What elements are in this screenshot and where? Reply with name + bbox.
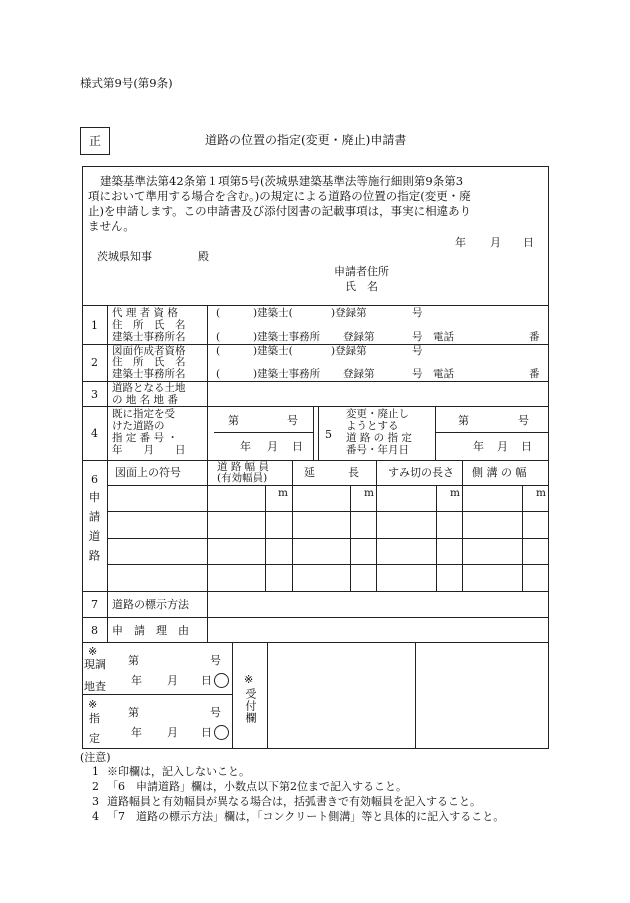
designate-dai: 第: [128, 706, 139, 719]
row4-number: 4: [91, 427, 98, 440]
row4-label-2: けた道路の: [112, 420, 165, 432]
survey-month: 月: [167, 674, 178, 687]
col-effective-width: (有効幅員): [217, 472, 268, 484]
row4-dai: 第: [228, 414, 239, 427]
copy-mark: 正: [89, 134, 102, 148]
note-text: 道路幅員と有効幅員が異なる場合は，括弧書きで有効幅員を記入すること。: [107, 795, 481, 808]
row1-registration: )登録第: [331, 307, 367, 319]
note-number: 2: [92, 780, 99, 793]
note-text: 「6 申請道路」欄は，小数点以下第2位まで記入すること。: [107, 780, 407, 793]
col-gutter: 側 溝 の 幅: [472, 466, 527, 479]
row1-label-2: 住 所 氏 名: [112, 319, 186, 331]
row5-label-2: ようとする: [346, 420, 399, 432]
row7-label: 道路の標示方法: [112, 598, 189, 611]
designate-kome: ※: [88, 698, 98, 711]
note-number: 3: [92, 795, 99, 808]
row8-label: 申 請 理 由: [112, 624, 189, 637]
row6-number: 6: [91, 473, 98, 486]
row2-architect: )建築士(: [253, 345, 293, 357]
designate-seal-icon: [214, 725, 229, 740]
col-road-width: 道 路 幅 員: [217, 461, 270, 473]
receipt-kome: ※: [244, 673, 254, 686]
row2-office-reg: 登録第: [343, 368, 375, 380]
row5-go: 号: [518, 414, 529, 427]
date-year: 年: [455, 236, 466, 249]
col-length: 延 長: [304, 466, 359, 479]
row1-office: )建築士事務所: [253, 331, 321, 343]
designate-day: 日: [201, 726, 212, 739]
row4-go: 号: [287, 414, 298, 427]
row2-go: 号: [412, 345, 423, 357]
note-text: ※印欄は，記入しないこと。: [107, 765, 250, 778]
row8-number: 8: [91, 624, 98, 637]
row2-label-3: 建築士事務所名: [112, 368, 186, 380]
row1-office-paren: (: [216, 331, 221, 343]
row5-label-1: 変更・廃止し: [346, 408, 409, 420]
row2-paren: (: [216, 345, 221, 357]
row3-label-1: 道路となる土地: [112, 382, 186, 394]
row1-office-reg: 登録第: [343, 331, 375, 343]
row2-number: 2: [91, 356, 98, 369]
row1-label-3: 建築士事務所名: [112, 331, 186, 343]
designate-year: 年: [131, 726, 142, 739]
row2-office-go: 号: [412, 368, 423, 380]
designate-go: 号: [210, 706, 221, 719]
addressee: 茨城県知事: [97, 250, 152, 263]
unit-corner: m: [450, 487, 460, 499]
date-month: 月: [490, 236, 501, 249]
intro-line-2: 項において準用する場合を含む。)の規定による道路の位置の指定(変更・廃: [88, 189, 471, 203]
survey-dai: 第: [128, 654, 139, 667]
row4-year: 年: [240, 440, 251, 453]
row4-label-3: 指 定 番 号 ・: [112, 432, 178, 444]
row3-label-2: の 地 名 地 番: [112, 394, 178, 406]
designate-label: 指: [89, 712, 100, 725]
designate-month: 月: [167, 726, 178, 739]
row4-day: 日: [292, 440, 303, 453]
row2-office: )建築士事務所: [253, 368, 321, 380]
row1-architect: )建築士(: [253, 307, 293, 319]
row1-number: 1: [91, 319, 98, 332]
row3-number: 3: [91, 388, 98, 401]
survey-year: 年: [131, 674, 142, 687]
row2-label-1: 図面作成者資格: [112, 345, 186, 357]
row2-tel: 電話: [433, 368, 454, 380]
row1-tel: 電話: [433, 331, 454, 343]
row1-office-go: 号: [412, 331, 423, 343]
intro-line-3: 止)を申請します。この申請書及び添付図書の記載事項は，事実に相違あり: [88, 204, 472, 218]
survey-kome: ※: [88, 645, 98, 658]
col-corner: すみ切の長さ: [388, 466, 454, 479]
survey-go: 号: [210, 654, 221, 667]
applicant-address-label: 申請者住所: [334, 265, 389, 278]
form-number: 様式第9号(第9条): [80, 76, 173, 90]
honorific: 殿: [198, 250, 209, 263]
row2-label-2: 住 所 氏 名: [112, 356, 186, 368]
date-day: 日: [523, 236, 534, 249]
intro-line-4: ません。: [88, 219, 135, 233]
row2-ban: 番: [529, 368, 540, 380]
copy-mark-box: [80, 127, 110, 155]
row5-dai: 第: [458, 414, 469, 427]
row1-ban: 番: [529, 331, 540, 343]
row6-vertical-label: 申請道路: [87, 491, 102, 569]
unit-gutter: m: [536, 487, 546, 499]
row5-month: 月: [497, 440, 508, 453]
row5-label-3: 道 路 の 指 定: [346, 432, 412, 444]
unit-length: m: [364, 487, 374, 499]
survey-day: 日: [201, 674, 212, 687]
row1-label-1: 代 理 者 資 格: [112, 307, 178, 319]
col-symbol: 図面上の符号: [115, 466, 181, 479]
row5-label-4: 番号・年月日: [346, 444, 409, 456]
check-label: 地査: [84, 680, 106, 693]
row4-label-1: 既に指定を受: [112, 408, 175, 420]
row4-label-4: 年 月 日: [112, 444, 186, 456]
survey-label: 現調: [84, 658, 106, 671]
notes-title: (注意): [80, 751, 111, 764]
receipt-label: 受付欄: [244, 688, 257, 724]
unit-width: m: [278, 487, 288, 499]
row4-month: 月: [267, 440, 278, 453]
row7-number: 7: [91, 598, 98, 611]
row2-office-paren: (: [216, 368, 221, 380]
applicant-name-label: 氏 名: [345, 280, 378, 293]
row5-year: 年: [473, 440, 484, 453]
row2-registration: )登録第: [331, 345, 367, 357]
row5-number: 5: [325, 428, 332, 441]
note-text: 「7 道路の標示方法」欄は，「コンクリート側溝」等と具体的に記入すること。: [107, 810, 505, 823]
designate-label-2: 定: [89, 732, 100, 745]
row1-go: 号: [412, 307, 423, 319]
row5-day: 日: [521, 440, 532, 453]
note-number: 4: [92, 810, 99, 823]
intro-line-1: 建築基準法第42条第１項第5号(茨城県建築基準法等施行細則第9条第3: [100, 174, 464, 188]
page-title: 道路の位置の指定(変更・廃止)申請書: [205, 133, 407, 147]
note-number: 1: [92, 765, 99, 778]
row1-paren: (: [216, 307, 221, 319]
survey-seal-icon: [214, 673, 229, 688]
